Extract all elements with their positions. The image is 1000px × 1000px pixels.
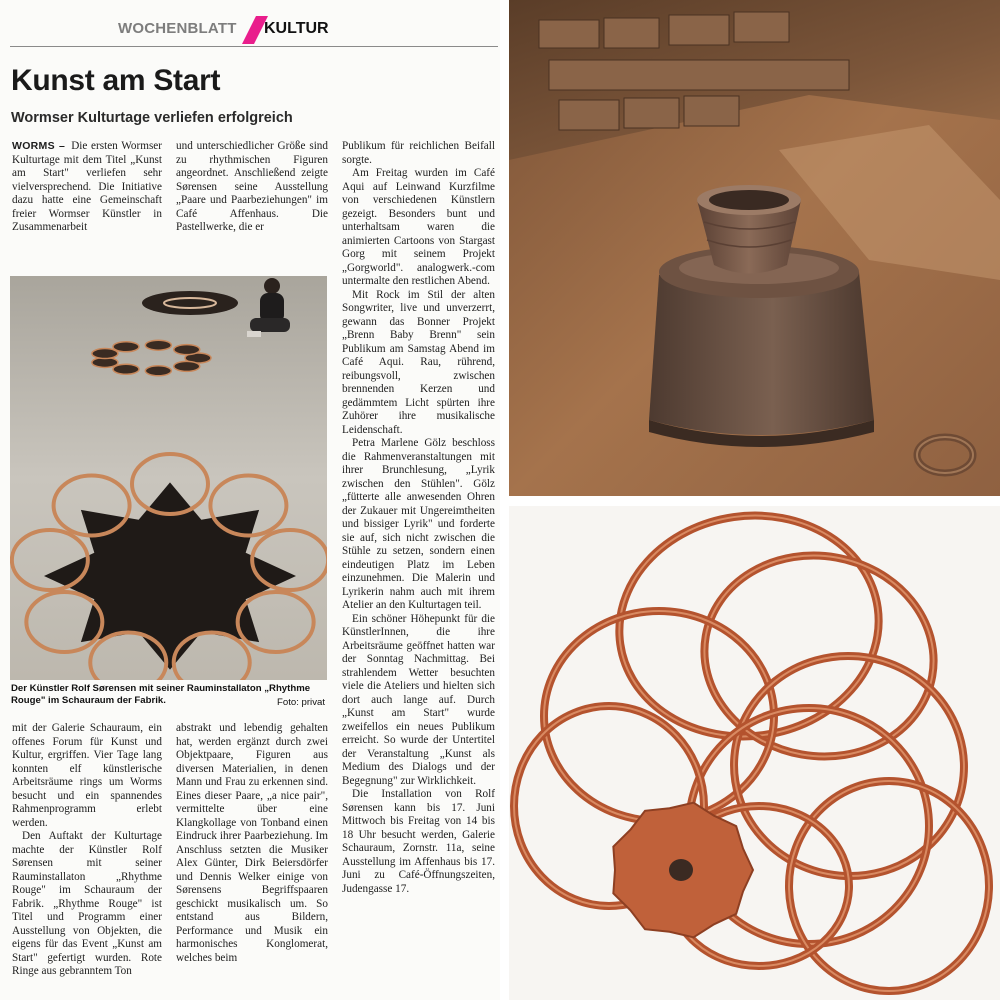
masthead: [118, 14, 478, 44]
article-paragraph: Am Freitag wurden im Café Aqui auf Leinwand Kurzfilme von verschiedenen Künstlern gezeigt. Besonders bunt und unterhaltsam waren die animierten Cartoons von Stargast Gorg mit seinem Projekt „Gorgworld". analogwerk.-com untermalte den restlichen Abend.: [342, 167, 495, 287]
small-ring: [174, 345, 200, 355]
article-paragraph: Ein schöner Höhepunkt für die KünstlerInnen, die ihre Arbeitsräume geöffnet hatten war der Sonntag Nachmittag. Bei strahlendem Wetter besuchten viele die Ateliers und hielten sich dort auch lange auf. Durch „Kunst am Start" wurde zweifellos ein neues Publikum erreicht. So wurde der Untertitel der Veranstaltung „Kunst als Medium des Dialogs und der Begegnung" zur Wirklichkeit.: [342, 612, 495, 787]
small-ring: [92, 349, 118, 359]
article-column-2-top: [176, 140, 328, 270]
small-ring: [113, 342, 139, 352]
article-paragraph: Publikum für reichlichen Beifall sorgte.: [342, 140, 495, 166]
article-paragraph: [12, 140, 162, 235]
small-ring: [113, 364, 139, 374]
article-column-2-bottom: [176, 722, 328, 992]
article-column-1-top: [12, 140, 162, 270]
masthead-slash-icon: [234, 16, 268, 44]
installation-photo: [10, 276, 327, 680]
article-headline: Kunst am Start: [11, 64, 221, 97]
installation-photo-drawing: [10, 276, 327, 680]
clay-pot-photo-drawing: [509, 0, 1000, 496]
article-column-1-bottom: [12, 722, 162, 992]
article-subhead: Wormser Kulturtage verliefen erfolgreich: [11, 110, 293, 126]
small-ring: [174, 361, 200, 371]
clay-rings-photo-drawing: [509, 506, 1000, 1000]
clay-pot-photo: [509, 0, 1000, 496]
article-paragraph: mit der Galerie Schauraum, ein offenes Forum für Kunst und Kultur, ergriffen. Vier Tage lang konnten elf künstlerische Arbeitsräume rings um Worms besucht und ein spannendes Rahmenprogramm erlebt werden.: [12, 722, 162, 829]
photo-caption: Der Künstler Rolf Sørensen mit seiner Rauminstallaton „Rhythme Rouge" im Schauraum der Fabrik.: [11, 683, 311, 706]
article-dateline: WORMS –: [12, 140, 66, 152]
small-ring: [145, 340, 171, 350]
disc-hole: [669, 859, 693, 881]
masthead-rule: [10, 46, 498, 47]
clay-rings-photo: [509, 506, 1000, 1000]
article-paragraph: Mit Rock im Stil der alten Songwriter, live und unverzerrt, gewann das Bonner Projekt „Brenn Baby Brenn" sein Publikum am Samstag Abend im Café Aqui. Rau, rührend, reibungsvoll, zwischen brennenden Kerzen und gedämmtem Licht spürten ihre Zuhörer ihre musikalische Leidenschaft.: [342, 288, 495, 436]
article-column-3: [342, 140, 495, 990]
article-paragraph: Die Installation von Rolf Sørensen kann bis 17. Juni Mittwoch bis Freitag von 14 bis 18 Uhr besucht werden, Galerie Schauraum, Zornstr. 11a, seine Ausstellung im Affenhaus bis 17. Juni zu Café-Öffnungszeiten, Judengasse 17.: [342, 788, 495, 895]
inverted-bucket-stand: [649, 246, 874, 447]
article-paragraph: und unterschiedlicher Größe sind zu rhythmischen Figuren angeordnet. Anschließend zeigte Sørensen seine Ausstellung „Paare und Paarbeziehungen" im Café Affenhaus. Die Pastellwerke, die er: [176, 140, 328, 233]
white-backdrop: [509, 506, 1000, 1000]
masthead-section: KULTUR: [264, 20, 329, 37]
article-paragraph: Den Auftakt der Kulturtage machte der Künstler Rolf Sørensen mit seiner Rauminstallaton „Rhythme Rouge" im Schauraum der Fabrik. „Rhythme Rouge" ist Titel und Programm einer Ausstellung von Objekten, die eigens für das Event „Kunst am Start" gefertigt wurden. Rote Ringe aus gebranntem Ton: [12, 830, 162, 977]
photo-credit: Foto: privat: [277, 697, 325, 708]
far-dark-circle: [142, 291, 238, 315]
small-ring: [145, 366, 171, 376]
article-paragraph-text: Die ersten Wormser Kulturtage mit dem Titel „Kunst am Start" verliefen sehr vielversprechend. Die Initiative dazu hatte eine Gemeinschaft freier Wormser Künstler in Zusammenarbeit: [12, 140, 162, 233]
article-paragraph: abstrakt und lebendig gehalten hat, werden ergänzt durch zwei Objektpaare, Figuren aus diversen Materialien, in denen Mann und Frau zu erkennen sind. Eines dieser Paare, „a nice pair", vermittelte über eine Klangkollage von Tonband einen Eindruck ihrer Paarbeziehung. Im Anschluss setzten die Musiker Alex Günter, Dirk Beiersdörfer und Dennis Welker einige von Sørensens Begriffspaaren geschickt musikalisch um. So entstand aus Bildern, Performance und Musik ein harmonisches Konglomerat, welches beim: [176, 722, 328, 964]
masthead-publication: WOCHENBLATT: [118, 20, 237, 37]
article-paragraph: Petra Marlene Gölz beschloss die Rahmenveranstaltungen mit ihrer Brunchlesung, „Lyrik zwischen den Stühlen". Gölz „fütterte alle anwesenden Ohren der Zukauer mit Ungereimtheiten und bissiger Lyrik" und forderte sie auf, sich nicht zwischen die Stühle zu setzen, sondern einen eindeutigen Platz im Leben einzunehmen. Die Malerin und Lyrikerin nahm auch mit ihrem Atelier an den Kulturtagen teil.: [342, 437, 495, 611]
